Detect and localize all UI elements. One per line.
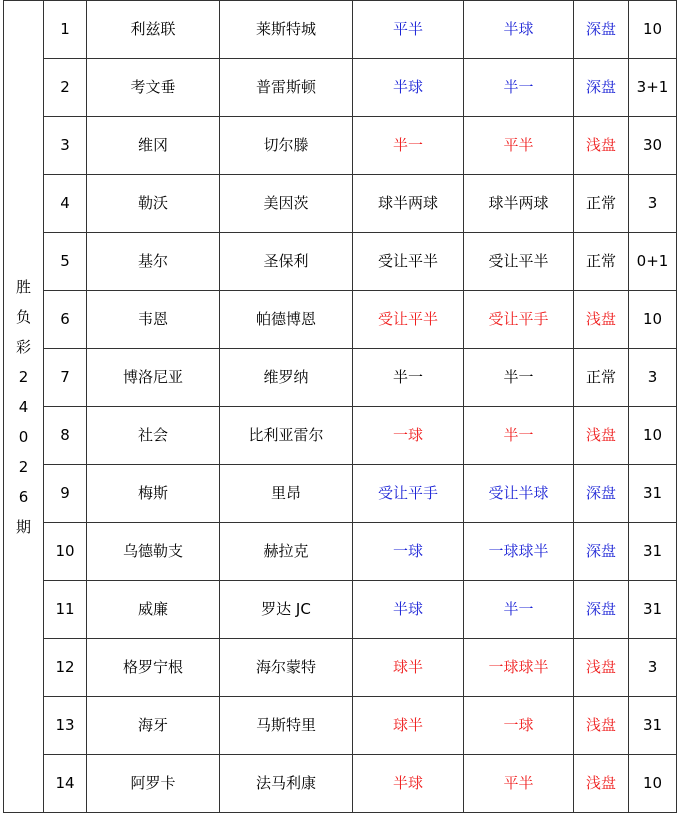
handicap-initial: 受让平半 <box>353 233 464 291</box>
issue-label-char: 2 <box>18 367 29 386</box>
issue-label-char: 胜 <box>15 277 31 296</box>
home-team: 海牙 <box>87 697 220 755</box>
match-number: 12 <box>44 639 87 697</box>
table-row <box>4 465 677 523</box>
table-row <box>4 639 677 697</box>
home-team: 维冈 <box>87 117 220 175</box>
table-row <box>4 407 677 465</box>
pick-result: 3 <box>629 639 677 697</box>
handicap-initial: 球半 <box>353 697 464 755</box>
handicap-current: 球半两球 <box>464 175 574 233</box>
away-team: 马斯特里 <box>220 697 353 755</box>
match-table-body <box>4 1 677 813</box>
table-row <box>4 1 677 59</box>
match-number: 3 <box>44 117 87 175</box>
issue-label-char: 4 <box>18 397 29 416</box>
away-team: 美因茨 <box>220 175 353 233</box>
handicap-initial: 半球 <box>353 581 464 639</box>
home-team: 基尔 <box>87 233 220 291</box>
away-team: 切尔滕 <box>220 117 353 175</box>
handicap-depth: 浅盘 <box>574 639 629 697</box>
table-row <box>4 581 677 639</box>
handicap-depth: 浅盘 <box>574 291 629 349</box>
match-number: 1 <box>44 1 87 59</box>
handicap-current: 受让平手 <box>464 291 574 349</box>
home-team: 威廉 <box>87 581 220 639</box>
match-number: 13 <box>44 697 87 755</box>
handicap-current: 半一 <box>464 59 574 117</box>
handicap-current: 平半 <box>464 117 574 175</box>
away-team: 帕德博恩 <box>220 291 353 349</box>
match-number: 5 <box>44 233 87 291</box>
match-number: 6 <box>44 291 87 349</box>
home-team: 梅斯 <box>87 465 220 523</box>
handicap-initial: 受让平半 <box>353 291 464 349</box>
pick-result: 10 <box>629 755 677 813</box>
handicap-current: 半球 <box>464 1 574 59</box>
handicap-current: 一球球半 <box>464 523 574 581</box>
handicap-current: 半一 <box>464 581 574 639</box>
handicap-depth: 正常 <box>574 349 629 407</box>
away-team: 圣保利 <box>220 233 353 291</box>
pick-result: 31 <box>629 581 677 639</box>
pick-result: 31 <box>629 697 677 755</box>
handicap-initial: 半一 <box>353 349 464 407</box>
home-team: 勒沃 <box>87 175 220 233</box>
table-row <box>4 233 677 291</box>
away-team: 里昂 <box>220 465 353 523</box>
handicap-depth: 深盘 <box>574 1 629 59</box>
pick-result: 10 <box>629 1 677 59</box>
home-team: 韦恩 <box>87 291 220 349</box>
match-number: 8 <box>44 407 87 465</box>
handicap-initial: 半球 <box>353 59 464 117</box>
away-team: 维罗纳 <box>220 349 353 407</box>
match-number: 14 <box>44 755 87 813</box>
handicap-initial: 半球 <box>353 755 464 813</box>
handicap-current: 半一 <box>464 349 574 407</box>
pick-result: 10 <box>629 407 677 465</box>
handicap-depth: 浅盘 <box>574 755 629 813</box>
away-team: 普雷斯顿 <box>220 59 353 117</box>
handicap-depth: 浅盘 <box>574 407 629 465</box>
handicap-depth: 深盘 <box>574 581 629 639</box>
table-row <box>4 175 677 233</box>
handicap-current: 一球 <box>464 697 574 755</box>
match-number: 11 <box>44 581 87 639</box>
issue-label-char: 负 <box>15 307 31 326</box>
issue-label-char: 彩 <box>15 337 31 356</box>
pick-result: 3+1 <box>629 59 677 117</box>
handicap-initial: 受让平手 <box>353 465 464 523</box>
table-row <box>4 755 677 813</box>
match-number: 10 <box>44 523 87 581</box>
issue-label-char: 2 <box>18 457 29 476</box>
pick-result: 30 <box>629 117 677 175</box>
handicap-initial: 球半两球 <box>353 175 464 233</box>
handicap-current: 受让半球 <box>464 465 574 523</box>
pick-result: 3 <box>629 175 677 233</box>
pick-result: 3 <box>629 349 677 407</box>
away-team: 比利亚雷尔 <box>220 407 353 465</box>
table-row <box>4 117 677 175</box>
table-row <box>4 697 677 755</box>
handicap-depth: 浅盘 <box>574 697 629 755</box>
handicap-current: 一球球半 <box>464 639 574 697</box>
table-row <box>4 523 677 581</box>
handicap-depth: 浅盘 <box>574 117 629 175</box>
table-row <box>4 59 677 117</box>
home-team: 博洛尼亚 <box>87 349 220 407</box>
away-team: 海尔蒙特 <box>220 639 353 697</box>
pick-result: 10 <box>629 291 677 349</box>
issue-label-char: 期 <box>15 517 31 536</box>
handicap-depth: 正常 <box>574 233 629 291</box>
home-team: 格罗宁根 <box>87 639 220 697</box>
match-number: 7 <box>44 349 87 407</box>
handicap-initial: 平半 <box>353 1 464 59</box>
table-row <box>4 291 677 349</box>
match-number: 4 <box>44 175 87 233</box>
handicap-current: 受让平半 <box>464 233 574 291</box>
handicap-current: 半一 <box>464 407 574 465</box>
match-number: 2 <box>44 59 87 117</box>
match-number: 9 <box>44 465 87 523</box>
home-team: 利兹联 <box>87 1 220 59</box>
pick-result: 31 <box>629 523 677 581</box>
home-team: 阿罗卡 <box>87 755 220 813</box>
handicap-initial: 球半 <box>353 639 464 697</box>
handicap-depth: 深盘 <box>574 523 629 581</box>
away-team: 法马利康 <box>220 755 353 813</box>
issue-label-char: 0 <box>18 427 29 446</box>
issue-label <box>4 1 44 813</box>
handicap-initial: 一球 <box>353 523 464 581</box>
handicap-depth: 深盘 <box>574 59 629 117</box>
handicap-initial: 半一 <box>353 117 464 175</box>
pick-result: 0+1 <box>629 233 677 291</box>
away-team: 赫拉克 <box>220 523 353 581</box>
match-table <box>3 0 677 813</box>
home-team: 社会 <box>87 407 220 465</box>
handicap-depth: 深盘 <box>574 465 629 523</box>
home-team: 乌德勒支 <box>87 523 220 581</box>
issue-label-char: 6 <box>18 487 29 506</box>
away-team: 莱斯特城 <box>220 1 353 59</box>
table-row <box>4 349 677 407</box>
away-team: 罗达 JC <box>220 581 353 639</box>
pick-result: 31 <box>629 465 677 523</box>
handicap-depth: 正常 <box>574 175 629 233</box>
handicap-initial: 一球 <box>353 407 464 465</box>
handicap-current: 平半 <box>464 755 574 813</box>
home-team: 考文垂 <box>87 59 220 117</box>
